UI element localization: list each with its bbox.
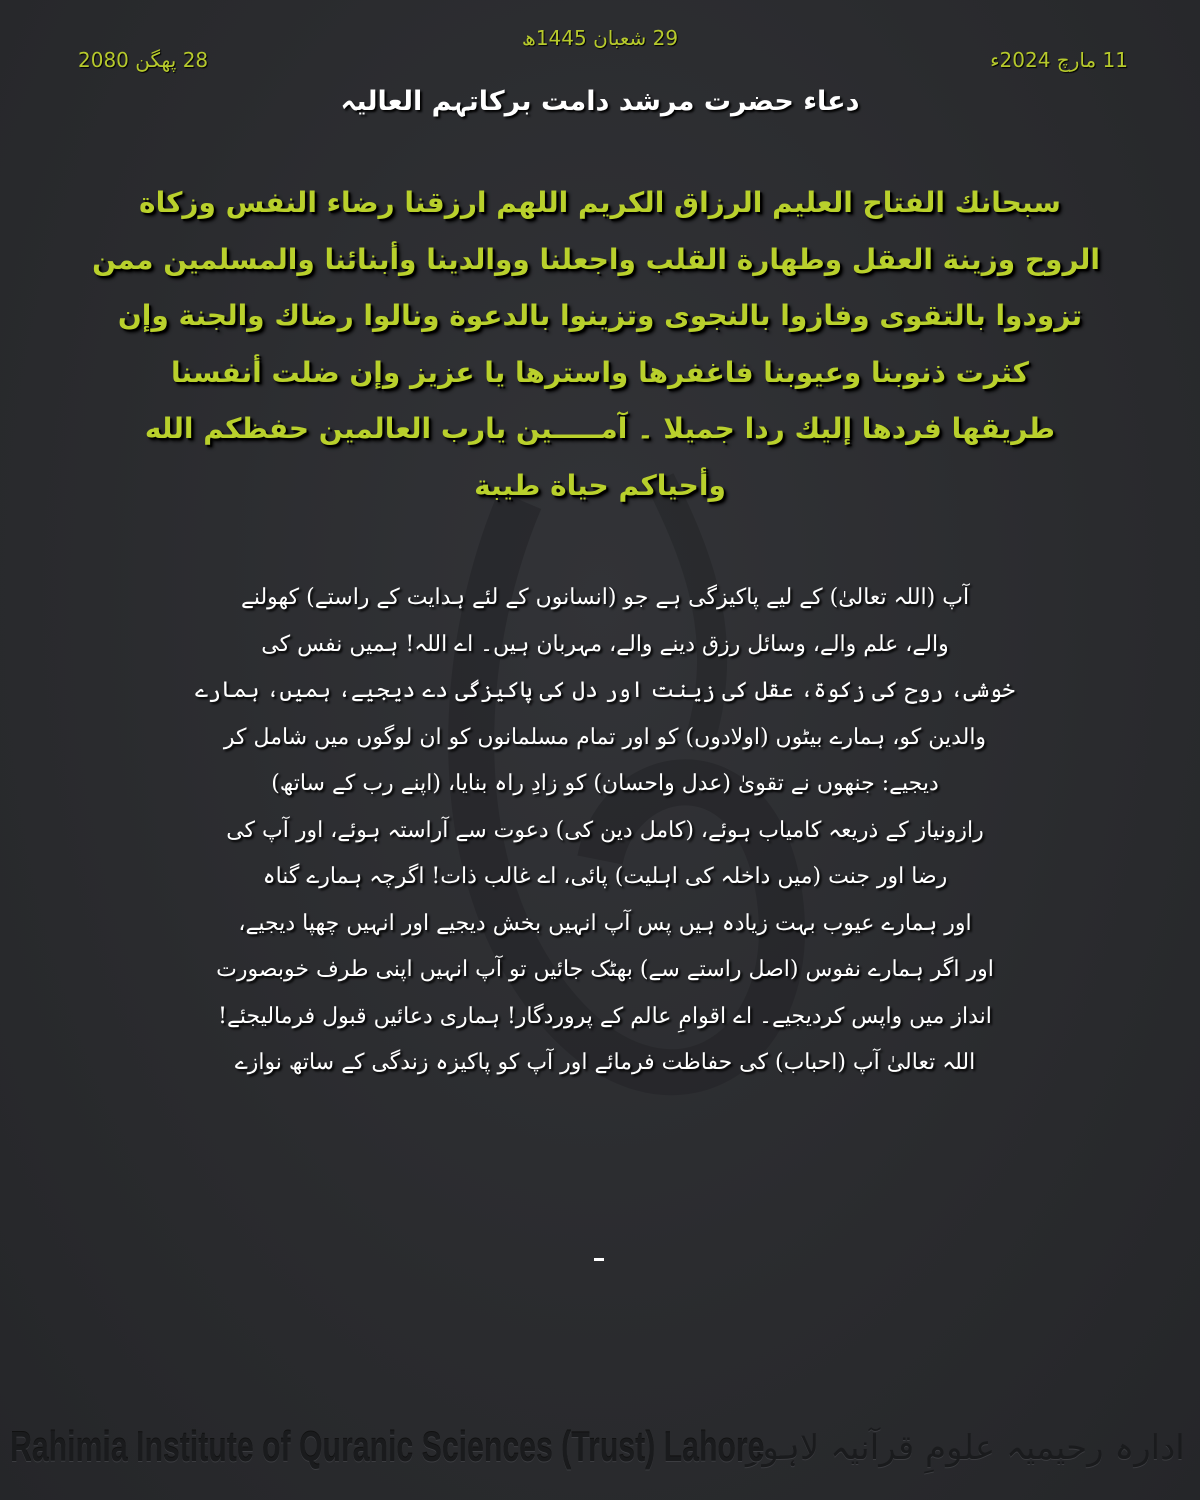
urdu-line: والے، علم والے، وسائل رزق دینے والے، مہربان ہیں۔ اے اللہ! ہمیں نفس کی: [261, 631, 949, 657]
bikrami-date: 28 پھگن 2080: [78, 48, 209, 72]
urdu-line: انداز میں واپس کردیجیے۔ اے اقوامِ عالم کے پروردگار! ہماری دعائیں قبول فرمالیجئے!: [218, 1003, 992, 1029]
gregorian-date: 11 مارچ 2024ء: [990, 48, 1128, 72]
institute-name-english: Rahimia Institute of Quranic Sciences (Trust) Lahore: [10, 1423, 765, 1470]
urdu-line: دیجیے: جنھوں نے تقویٰ (عدل واحسان) کو زادِ راہ بنایا، (اپنے رب کے ساتھ): [271, 771, 939, 796]
urdu-line: اور اگر ہمارے نفوس (اصل راستے سے) بھٹک جائیں تو آپ انہیں اپنی طرف خوبصورت: [216, 957, 994, 982]
urdu-line: آپ (اللہ تعالیٰ) کے لیے پاکیزگی ہے جو (انسانوں کے لئے ہدایت کے راستے) کھولنے: [240, 585, 970, 610]
arabic-prayer: [92, 175, 1100, 514]
urdu-line: خوشی، روح کی زکوۃ، عقل کی زینت اور دل کی پاکیزگی دے دیجیے، ہمیں، ہمارے: [195, 678, 1015, 703]
arabic-line: كثرت ذنوبنا وعيوبنا فاغفرها واسترها يا عزيز وإن ضلت أنفسنا: [171, 355, 1029, 389]
footer: [10, 1412, 1190, 1482]
urdu-line: والدین کو، ہمارے بیٹوں (اولادوں) کو اور تمام مسلمانوں کو ان لوگوں میں شامل کر: [223, 724, 987, 750]
arabic-line: طريقها فردها إليك ردا جميلا ۔ آمـــــين يارب العالمين حفظكم الله: [144, 412, 1056, 445]
urdu-translation: [170, 575, 1040, 1087]
institute-name-urdu-logo: ادارہ رحیمیہ علومِ قرآنیہ لاہور: [746, 1427, 1185, 1468]
arabic-line: سبحانك الفتاح العليم الرزاق الكريم اللهم ارزقنا رضاء النفس وزكاة: [139, 186, 1061, 219]
hijri-date: 29 شعبان 1445ھ: [521, 26, 679, 50]
end-mark: [594, 1258, 604, 1261]
page-title: دعاء حضرت مرشد دامت برکاتہم العالیہ: [340, 86, 860, 117]
urdu-line: اللہ تعالیٰ آپ (احباب) کی حفاظت فرمائے اور آپ کو پاکیزہ زندگی کے ساتھ نوازے: [234, 1050, 976, 1075]
arabic-line: الروح وزينة العقل وطهارة القلب واجعلنا ووالدينا وأبنائنا والمسلمين ممن: [92, 242, 1100, 276]
arabic-line: وأحياكم حياة طيبة: [474, 468, 726, 502]
urdu-line: رضا اور جنت (میں داخلہ کی اہلیت) پائی، اے غالب ذات! اگرچہ ہمارے گناہ: [262, 864, 948, 889]
urdu-line: رازونیاز کے ذریعہ کامیاب ہوئے، (کامل دین کی) دعوت سے آراستہ ہوئے، اور آپ کی: [226, 817, 984, 843]
arabic-line: تزودوا بالتقوى وفازوا بالنجوى وتزينوا بالدعوة ونالوا رضاك والجنة وإن: [117, 299, 1083, 332]
urdu-line: اور ہمارے عیوب بہت زیادہ ہیں پس آپ انہیں بخش دیجیے اور انہیں چھپا دیجیے،: [238, 910, 972, 936]
